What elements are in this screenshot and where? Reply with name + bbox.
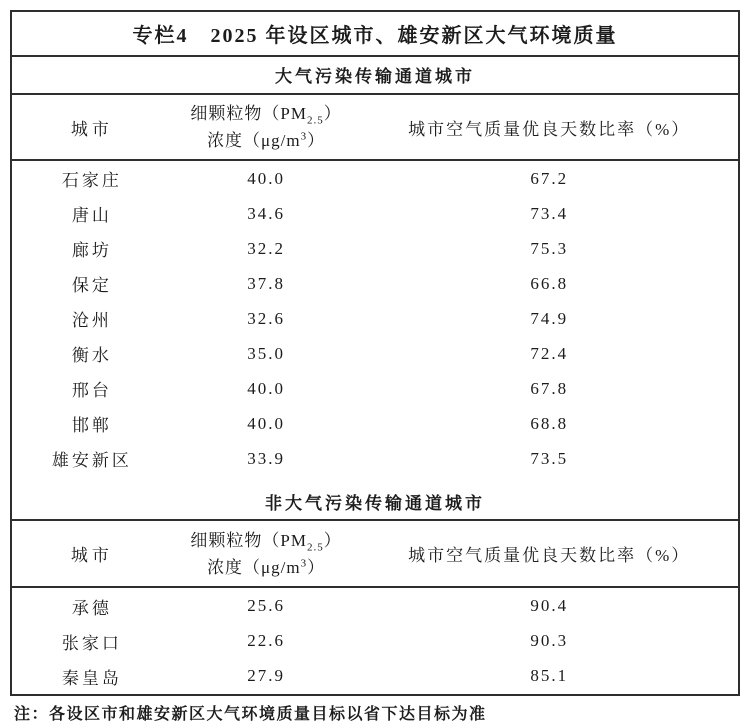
city-cell: 石家庄 [61, 171, 122, 191]
ratio-value-cell: 85.1 [530, 666, 569, 686]
table-row [12, 231, 738, 266]
city-cell: 秦皇岛 [61, 668, 122, 688]
city-cell: 邯郸 [71, 416, 112, 436]
city-cell: 雄安新区 [51, 451, 132, 471]
pm25-value-cell: 40.0 [247, 378, 285, 398]
ratio-value-cell: 90.4 [530, 596, 569, 616]
pm25-value-cell: 40.0 [247, 168, 285, 188]
city-cell: 邢台 [71, 381, 112, 401]
pm25-value-cell: 25.6 [247, 596, 285, 616]
pm25-unit-close: ） [307, 131, 326, 151]
pm25-label-text: 细颗粒物（PM [190, 530, 307, 550]
city-cell: 保定 [71, 276, 112, 296]
ratio-value-cell: 74.9 [530, 308, 569, 328]
pm25-value-cell: 40.0 [247, 413, 285, 433]
city-cell: 廊坊 [71, 241, 112, 261]
ratio-value-cell: 67.8 [530, 378, 569, 398]
table-title: 专栏4 2025 年设区城市、雄安新区大气环境质量 [12, 12, 738, 57]
pm25-value-cell: 32.6 [247, 308, 285, 328]
pm25-subscript: 2.5 [307, 540, 324, 553]
city-cell: 衡水 [71, 346, 112, 366]
column-header-row-2 [12, 521, 738, 588]
table-row [12, 301, 738, 336]
pm25-value-cell: 34.6 [247, 203, 285, 223]
column-header-city: 城市 [70, 546, 113, 566]
city-cell: 张家口 [61, 633, 122, 653]
table-row [12, 196, 738, 231]
column-header-good-air-days-ratio: 城市空气质量优良天数比率（%） [408, 119, 691, 139]
column-header-good-air-days-ratio: 城市空气质量优良天数比率（%） [408, 546, 691, 566]
column-header-row-1 [12, 95, 738, 162]
pm25-header-line1 [172, 527, 361, 554]
table-row [12, 336, 738, 371]
column-header-pm25 [172, 527, 361, 581]
table-row [12, 589, 738, 624]
pm25-superscript: 3 [300, 556, 308, 569]
pm25-header-line2 [172, 127, 361, 154]
table-row [12, 406, 738, 441]
pm25-unit-text: 浓度（μg/m [207, 557, 301, 577]
pm25-value-cell: 33.9 [247, 448, 285, 468]
pm25-label-text: 细颗粒物（PM [190, 104, 307, 124]
city-cell: 唐山 [71, 206, 112, 226]
pm25-label-close: ） [323, 104, 342, 124]
air-quality-table [10, 10, 740, 696]
section-header-non-channel-cities: 非大气污染传输通道城市 [265, 494, 485, 514]
pm25-label-close: ） [323, 530, 342, 550]
ratio-value-cell: 73.5 [530, 448, 569, 468]
channel-city-rows [12, 161, 738, 521]
city-cell: 承德 [71, 598, 112, 618]
pm25-unit-close: ） [307, 557, 326, 577]
pm25-subscript: 2.5 [307, 114, 324, 127]
ratio-value-cell: 90.3 [530, 631, 569, 651]
table-row [12, 624, 738, 659]
column-header-city: 城市 [70, 119, 113, 139]
table-row [12, 266, 738, 301]
ratio-value-cell: 73.4 [530, 203, 569, 223]
pm25-value-cell: 37.8 [247, 273, 285, 293]
non-channel-city-rows [12, 588, 738, 694]
ratio-value-cell: 72.4 [530, 343, 569, 363]
city-cell: 沧州 [71, 311, 112, 331]
ratio-value-cell: 68.8 [530, 413, 569, 433]
table-row [12, 371, 738, 406]
ratio-value-cell: 75.3 [530, 238, 569, 258]
pm25-header-line2 [172, 554, 361, 581]
pm25-value-cell: 32.2 [247, 238, 285, 258]
column-header-pm25 [172, 100, 361, 154]
table-note: 注：各设区市和雄安新区大气环境质量目标以省下达目标为准 [14, 706, 487, 723]
pm25-value-cell: 35.0 [247, 343, 285, 363]
pm25-value-cell: 22.6 [247, 631, 285, 651]
section-header-channel-cities: 大气污染传输通道城市 [12, 57, 738, 95]
table-row [12, 441, 738, 476]
pm25-unit-text: 浓度（μg/m [207, 131, 301, 151]
pm25-header-line1 [172, 100, 361, 127]
table-row [12, 161, 738, 196]
ratio-value-cell: 66.8 [530, 273, 569, 293]
pm25-value-cell: 27.9 [247, 666, 285, 686]
ratio-value-cell: 67.2 [530, 168, 569, 188]
pm25-superscript: 3 [300, 130, 308, 143]
table-row [12, 659, 738, 694]
